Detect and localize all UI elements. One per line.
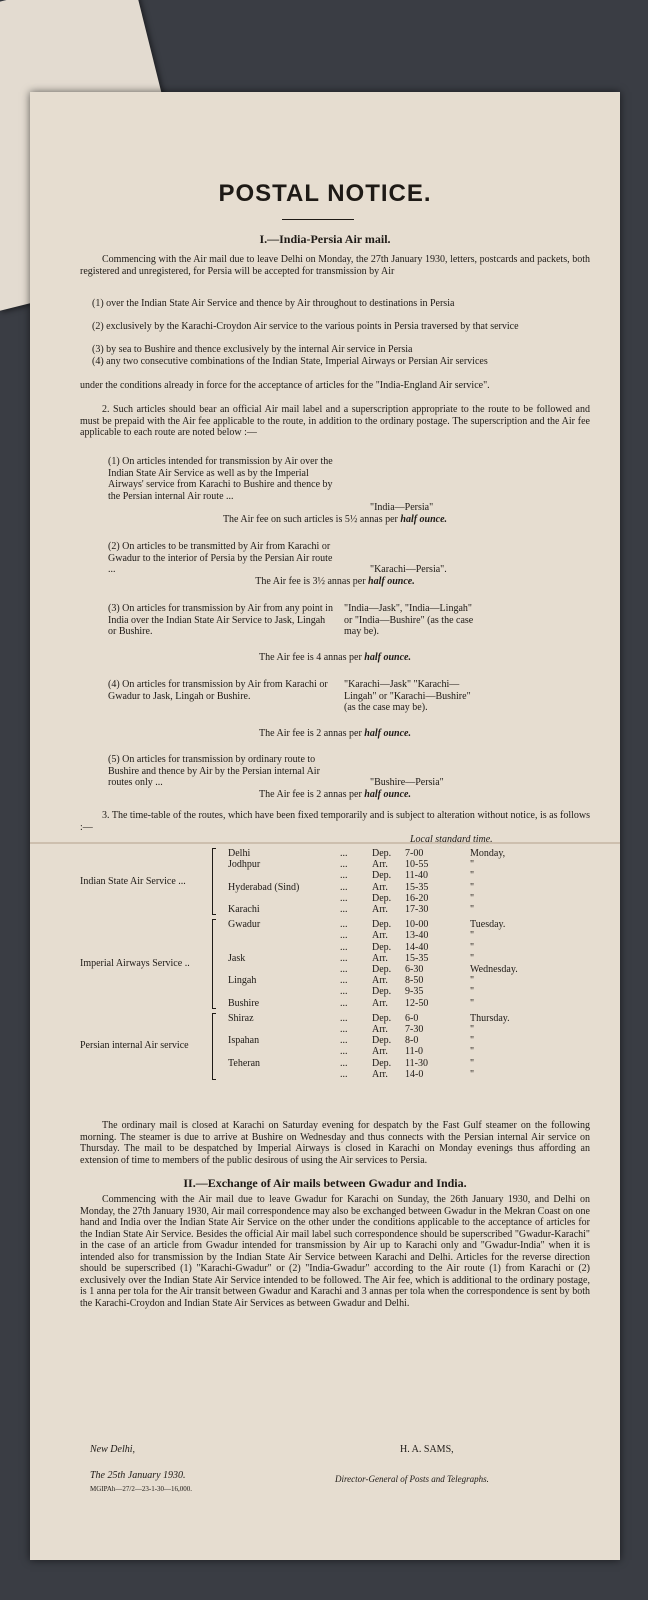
- dep-arr: Dep.: [372, 1012, 392, 1024]
- signatory-name: H. A. SAMS,: [400, 1444, 454, 1455]
- dep-arr: Arr.: [372, 952, 388, 964]
- leader-dots: ...: [340, 930, 348, 942]
- time: 17-30: [405, 904, 429, 915]
- leader-dots: ...: [340, 1046, 348, 1058]
- section1-heading: I.—India-Persia Air mail.: [259, 232, 391, 246]
- time: 11-30: [405, 1057, 428, 1069]
- print-code: MGIPAh—27/2—23-1-30—16,000.: [90, 1485, 193, 1493]
- stop-name: Lingah: [228, 975, 257, 987]
- day: ": [470, 1024, 475, 1035]
- stop-name: Ispahan: [228, 1035, 260, 1047]
- dep-arr: Dep.: [372, 941, 392, 953]
- signatory-title: Director-General of Posts and Telegraphs.: [335, 1474, 489, 1484]
- time: 8-50: [405, 975, 424, 987]
- title-rule: [282, 219, 354, 220]
- stop-name: Shiraz: [228, 1012, 254, 1024]
- dep-arr: Arr.: [372, 1068, 388, 1080]
- day: ": [470, 1068, 475, 1080]
- timetable-header: Local standard time.: [410, 834, 493, 845]
- leader-dots: ...: [340, 1068, 348, 1080]
- route-3-fee: The Air fee is 4 annas per half ounce.: [259, 652, 411, 663]
- time: 16-20: [405, 892, 429, 904]
- time: 8-0: [405, 1035, 419, 1047]
- time: 10-00: [405, 919, 429, 931]
- brace-bracket: [212, 848, 216, 915]
- dep-arr: Arr.: [372, 904, 388, 915]
- day: ": [470, 892, 475, 904]
- conditions-text: under the conditions already in force for the acceptance of articles for the "India-England Air service".: [80, 380, 490, 391]
- dep-arr: Dep.: [372, 892, 392, 904]
- dep-arr: Arr.: [372, 975, 388, 987]
- route-4-fee: The Air fee is 2 annas per half ounce.: [259, 728, 411, 739]
- leader-dots: ...: [340, 859, 348, 871]
- dep-arr: Dep.: [372, 1057, 392, 1069]
- option-4: (4) any two consecutive combinations of the Indian State, Imperial Airways or Persian Air services: [92, 356, 488, 367]
- route-1-superscription: "India—Persia": [370, 502, 434, 513]
- stop-name: Jodhpur: [228, 859, 261, 871]
- time: 7-00: [405, 848, 424, 859]
- section2-body: Commencing with the Air mail due to leave Gwadur for Karachi on Sunday, the 26th January 1930, and Delhi on Monday, the 27th January 1930, Air mail correspondence may also be exchanged between Gwadur in the Mekran Coast on one hand and India over the Indian State Air Service on the other under the conditions applicable to the acceptance of articles for the Indian State Air Service. Besides the official Air mail label such correspondence should be superscribed "Gwadur-Karachi" in the case of an article from Gwadur intended for transmission by Air up to Karachi only and "Gwadur-India" when it is intended also for transmission by the Indian State Air Service between Karachi and Delhi. Articles for the reverse direction should be superscribed (1) "Karachi-Gwadur" or (2) "India-Gwadur" according to the Air route (1) from Karachi or (2) exclusively over the Indian State Air Service intended to be followed. The Air fee, which is additional to the ordinary postage, is 1 anna per tola for the Air transit between Gwadur and Karachi and 3 annas per tola when the correspondence is sent by both the Karachi-Croydon and Indian State Air Services as between Gwadur and Delhi.: [80, 1194, 590, 1309]
- time: 15-35: [405, 952, 429, 964]
- day: ": [470, 941, 475, 953]
- stop-name: Bushire: [228, 997, 260, 1009]
- time: 7-30: [405, 1024, 424, 1035]
- time: 9-35: [405, 986, 424, 998]
- leader-dots: ...: [340, 892, 348, 904]
- leader-dots: ...: [340, 986, 348, 998]
- day: ": [470, 1046, 475, 1058]
- time: 6-30: [405, 964, 424, 975]
- timetable: [80, 848, 590, 1118]
- route-5-fee: The Air fee is 2 annas per half ounce.: [259, 789, 411, 800]
- signature-date: The 25th January 1930.: [90, 1470, 186, 1481]
- route-4-text: (4) On articles for transmission by Air from Karachi or Gwadur to Jask, Lingah or Bushire.: [108, 679, 328, 702]
- dep-arr: Arr.: [372, 1046, 388, 1058]
- day: ": [470, 870, 475, 882]
- leader-dots: ...: [340, 1024, 348, 1035]
- route-1-text: (1) On articles intended for transmission by Air over the Indian State Air Service as well as by the Imperial Airways' service from Karachi to Bushire and thence by the Persian internal Air route ...: [108, 456, 333, 502]
- dep-arr: Arr.: [372, 859, 388, 871]
- route-2-superscription: "Karachi—Persia".: [370, 564, 447, 575]
- leader-dots: ...: [340, 870, 348, 882]
- route-5-text: (5) On articles for transmission by ordinary route to Bushire and thence by Air by the Persian internal Air routes only ...: [108, 754, 320, 788]
- leader-dots: ...: [340, 904, 348, 915]
- day: ": [470, 1035, 475, 1047]
- day: ": [470, 975, 475, 987]
- stop-name: Teheran: [228, 1057, 261, 1069]
- dep-arr: Arr.: [372, 930, 388, 942]
- leader-dots: ...: [340, 997, 348, 1009]
- leader-dots: ...: [340, 919, 348, 931]
- service-name: Imperial Airways Service ..: [80, 958, 190, 969]
- leader-dots: ...: [340, 964, 348, 975]
- time: 12-50: [405, 997, 429, 1009]
- time: 15-35: [405, 881, 429, 893]
- para-3: 3. The time-table of the routes, which have been fixed temporarily and is subject to alteration without notice, is as follows :—: [80, 810, 590, 833]
- leader-dots: ...: [340, 848, 348, 859]
- ordinary-mail-para: The ordinary mail is closed at Karachi on Saturday evening for despatch by the Fast Gulf steamer on the following morning. The steamer is due to arrive at Bushire on Wednesday and thus connects with the Persian internal Air service on Thursday. The mail to be despatched by Imperial Airways is closed in Karachi on Monday evenings thus affording an extension of time to members of the public desirous of using the Air services to Persia.: [80, 1120, 590, 1166]
- day: ": [470, 881, 475, 893]
- leader-dots: ...: [340, 941, 348, 953]
- stop-name: Jask: [228, 952, 246, 964]
- brace-bracket: [212, 1013, 216, 1080]
- dep-arr: Dep.: [372, 870, 392, 882]
- leader-dots: ...: [340, 1035, 348, 1047]
- route-2-text: (2) On articles to be transmitted by Air from Karachi or Gwadur to the interior of Persia by the Persian Air route ...: [108, 541, 333, 575]
- dep-arr: Arr.: [372, 997, 388, 1009]
- brace-bracket: [212, 919, 216, 1009]
- leader-dots: ...: [340, 1057, 348, 1069]
- day: Thursday.: [470, 1012, 510, 1024]
- time: 14-40: [405, 941, 429, 953]
- section1-intro: Commencing with the Air mail due to leave Delhi on Monday, the 27th January 1930, letters, postcards and packets, both registered and unregistered, for Persia will be accepted for transmission by Air: [80, 254, 590, 277]
- day: Tuesday.: [470, 919, 506, 931]
- route-2-fee: The Air fee is 3½ annas per half ounce.: [255, 576, 415, 587]
- para-2: 2. Such articles should bear an official Air mail label and a superscription appropriate to the route to be followed and must be prepaid with the Air fee applicable to the route, in addition to the ordinary postage. The superscription and the Air fee applicable to each route are noted below :—: [80, 404, 590, 438]
- day: ": [470, 952, 475, 964]
- time: 6-0: [405, 1012, 419, 1024]
- dep-arr: Dep.: [372, 919, 392, 931]
- service-name: Persian internal Air service: [80, 1040, 189, 1052]
- dep-arr: Dep.: [372, 986, 392, 998]
- day: ": [470, 930, 475, 942]
- leader-dots: ...: [340, 881, 348, 893]
- leader-dots: ...: [340, 952, 348, 964]
- leader-dots: ...: [340, 975, 348, 987]
- paper-fold: [30, 842, 620, 844]
- route-1-fee: The Air fee on such articles is 5½ annas per half ounce.: [222, 514, 448, 525]
- day: Wednesday.: [470, 964, 518, 975]
- stop-name: Karachi: [228, 904, 260, 915]
- day: ": [470, 997, 475, 1009]
- dep-arr: Arr.: [372, 881, 388, 893]
- stop-name: Delhi: [228, 848, 251, 859]
- route-4-superscription: "Karachi—Jask" "Karachi—Lingah" or "Karachi—Bushire" (as the case may be).: [344, 679, 471, 713]
- route-5-superscription: "Bushire—Persia": [370, 777, 444, 788]
- route-3-text: (3) On articles for transmission by Air from any point in India over the Indian State Air Service to Jask, Lingah or Bushire.: [108, 603, 333, 637]
- signature-place: New Delhi,: [90, 1444, 135, 1455]
- option-1: (1) over the Indian State Air Service and thence by Air throughout to destinations in Persia: [92, 298, 455, 309]
- stop-name: Gwadur: [228, 919, 261, 931]
- time: 13-40: [405, 930, 429, 942]
- day: ": [470, 986, 475, 998]
- day: Monday,: [470, 848, 506, 859]
- time: 11-0: [405, 1046, 423, 1058]
- stop-name: Hyderabad (Sind): [228, 881, 300, 893]
- dep-arr: Arr.: [372, 1024, 388, 1035]
- day: ": [470, 1057, 475, 1069]
- day: ": [470, 859, 475, 871]
- section2-heading: II.—Exchange of Air mails between Gwadur and India.: [183, 1176, 467, 1190]
- page-title: POSTAL NOTICE.: [218, 180, 432, 207]
- service-name: Indian State Air Service ...: [80, 875, 186, 887]
- day: ": [470, 904, 475, 915]
- option-3: (3) by sea to Bushire and thence exclusively by the internal Air service in Persia: [92, 344, 413, 355]
- option-2: (2) exclusively by the Karachi-Croydon Air service to the various points in Persia traversed by that service: [92, 321, 519, 332]
- leader-dots: ...: [340, 1012, 348, 1024]
- route-3-superscription: "India—Jask", "India—Lingah" or "India—Bushire" (as the case may be).: [344, 603, 474, 637]
- time: 11-40: [405, 870, 428, 882]
- dep-arr: Dep.: [372, 848, 392, 859]
- dep-arr: Dep.: [372, 964, 392, 975]
- time: 10-55: [405, 859, 429, 871]
- time: 14-0: [405, 1068, 424, 1080]
- postal-notice-sheet: [30, 92, 620, 1560]
- dep-arr: Dep.: [372, 1035, 392, 1047]
